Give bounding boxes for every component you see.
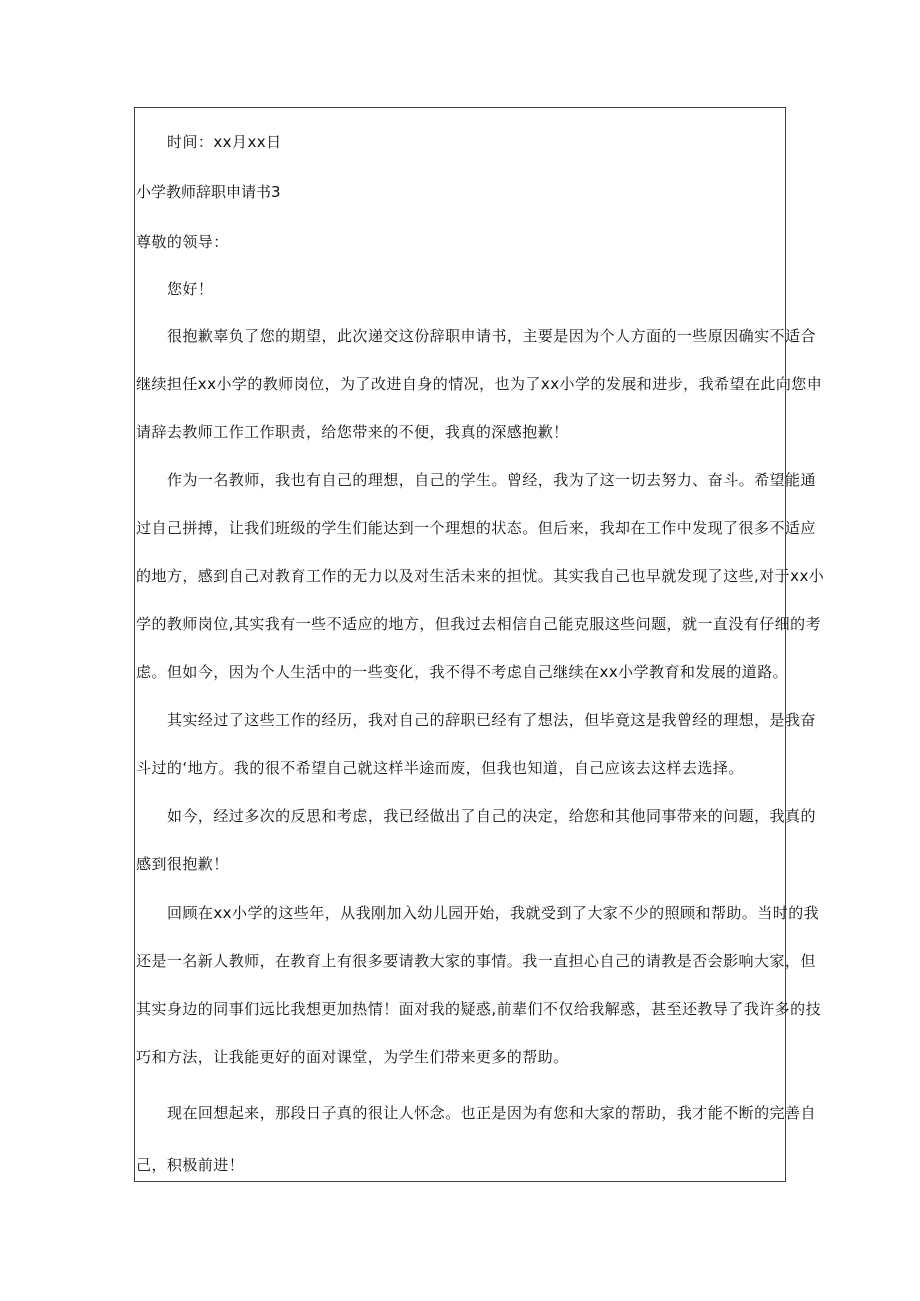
paragraph-2-line-2: 过自己拼搏，让我们班级的学生们能达到一个理想的状态。但后来，我却在工作中发现了很多不适应 (136, 519, 816, 537)
paragraph-6-line-2: 己，积极前进！ (136, 1156, 245, 1174)
document-frame (134, 107, 825, 1182)
paragraph-3-line-1: 其实经过了这些工作的经历，我对自己的辞职已经有了想法，但毕竟这是我曾经的理想，是我奋 (167, 711, 816, 729)
paragraph-2-line-1: 作为一名教师，我也有自己的理想，自己的学生。曾经，我为了这一切去努力、奋斗。希望能通 (167, 471, 816, 489)
date-line: 时间：xx月xx日 (167, 133, 282, 151)
paragraph-1-line-1: 很抱歉辜负了您的期望，此次递交这份辞职申请书，主要是因为个人方面的一些原因确实不适合 (167, 327, 816, 345)
paragraph-2-line-3: 的地方，感到自己对教育工作的无力以及对生活未来的担忧。其实我自己也早就发现了这些,对于xx小 (136, 567, 825, 585)
paragraph-5-line-4: 巧和方法，让我能更好的面对课堂，为学生们带来更多的帮助。 (136, 1048, 569, 1066)
paragraph-1-line-3: 请辞去教师工作工作职责，给您带来的不便，我真的深感抱歉！ (136, 423, 569, 441)
paragraph-5-line-3: 其实身边的同事们远比我想更加热情！面对我的疑惑,前辈们不仅给我解惑，甚至还教导了我许多的技 (136, 1000, 822, 1018)
paragraph-4-line-2: 感到很抱歉！ (136, 855, 229, 873)
salutation: 尊敬的领导： (136, 233, 229, 251)
paragraph-6-line-1: 现在回想起来，那段日子真的很让人怀念。也正是因为有您和大家的帮助，我才能不断的完善自 (167, 1104, 816, 1122)
paragraph-4-line-1: 如今，经过多次的反思和考虑，我已经做出了自己的决定，给您和其他同事带来的问题，我真的 (167, 807, 816, 825)
greeting: 您好！ (167, 280, 214, 298)
paragraph-3-line-2: 斗过的‘地方。我的很不希望自己就这样半途而废，但我也知道，自己应该去这样去选择。 (136, 759, 744, 777)
paragraph-2-line-5: 虑。但如今，因为个人生活中的一些变化，我不得不考虑自己继续在xx小学教育和发展的道路。 (136, 663, 789, 681)
paragraph-2-line-4: 学的教师岗位,其实我有一些不适应的地方，但我过去相信自己能克服这些问题，就一直没有仔细的考 (136, 615, 822, 633)
paragraph-1-line-2: 继续担任xx小学的教师岗位，为了改进自身的情况，也为了xx小学的发展和进步，我希望在此向您申 (136, 375, 823, 393)
paragraph-5-line-1: 回顾在xx小学的这些年，从我刚加入幼儿园开始，我就受到了大家不少的照顾和帮助。当时的我 (167, 904, 820, 922)
paragraph-5-line-2: 还是一名新人教师，在教育上有很多要请教大家的事情。我一直担心自己的请教是否会影响大家，但 (136, 952, 816, 970)
document-title: 小学教师辞职申请书3 (136, 183, 281, 201)
